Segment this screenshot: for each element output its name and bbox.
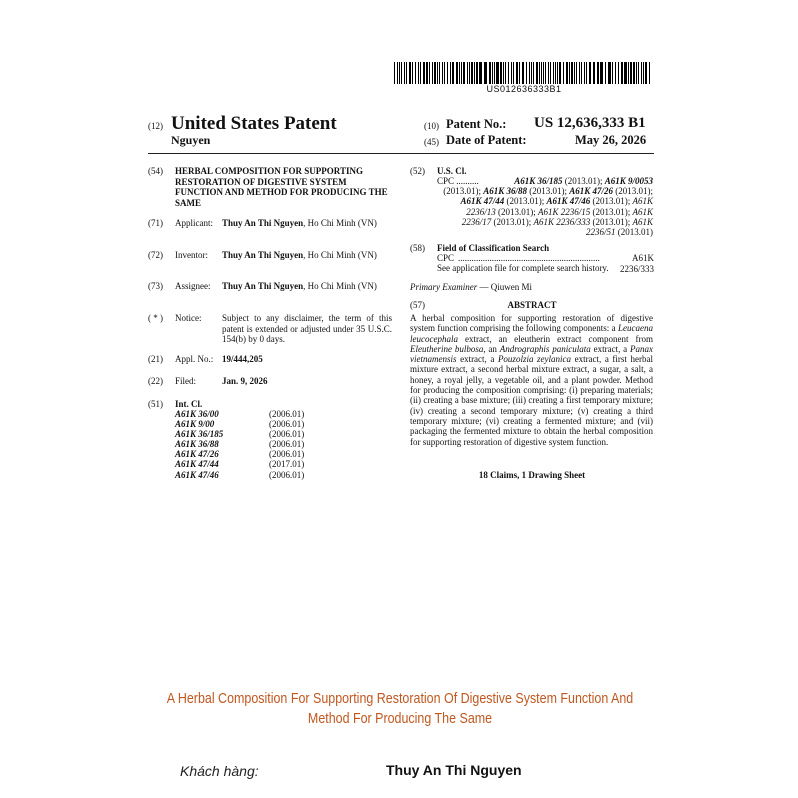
header-divider	[148, 153, 654, 154]
inventor-location: , Ho Chi Minh (VN)	[303, 250, 377, 260]
barcode-bar	[394, 62, 395, 84]
int-cl-version: (2006.01)	[269, 469, 305, 480]
int-cl-code: A61K 36/00	[175, 409, 219, 419]
barcode-bar	[566, 62, 568, 84]
invention-title: HERBAL COMPOSITION FOR SUPPORTING RESTORATION OF DIGESTIVE SYSTEM FUNCTION AND METHOD FOR PRODUCING THE SAME	[175, 166, 388, 208]
barcode-bar	[569, 62, 570, 84]
barcode-bar	[584, 62, 585, 84]
barcode-bar	[432, 62, 433, 84]
notice-text: Subject to any disclaimer, the term of this patent is extended or adjusted under 35 U.S.C. 154(b) by 0 days.	[222, 313, 392, 344]
barcode-bar	[543, 62, 544, 84]
barcode-bar	[456, 62, 458, 84]
barcode-bar	[621, 62, 623, 84]
int-cl-code: A61K 47/46	[175, 469, 219, 480]
barcode-bar	[605, 62, 606, 84]
cpc-version: (2013.01);	[613, 186, 653, 197]
field-54-code: (54)	[148, 166, 163, 176]
inventor-surname: Nguyen	[171, 133, 211, 147]
cpc-code: A61K 2236/51	[585, 216, 653, 238]
barcode-bar	[628, 62, 629, 84]
barcode-bar	[420, 62, 421, 84]
barcode-bar	[641, 62, 642, 84]
barcode-bar	[645, 62, 647, 84]
cpc-code: A61K 47/26	[569, 186, 613, 197]
notice-label: Notice:	[175, 313, 202, 323]
int-cl-version: (2006.01)	[269, 439, 305, 450]
assignee-location: , Ho Chi Minh (VN)	[303, 281, 377, 291]
barcode-bar	[633, 62, 635, 84]
search-cpc-value: A61K 2236/333	[619, 253, 654, 274]
barcode-bar	[522, 62, 524, 84]
patent-number-label: Patent No.:	[446, 117, 507, 131]
field-73-code: (73)	[148, 281, 163, 291]
inventor-name: Thuy An Thi Nguyen	[222, 250, 304, 260]
int-cl-code: A61K 36/88	[175, 439, 219, 450]
int-cl-row	[175, 409, 304, 419]
barcode-bar	[539, 62, 540, 84]
barcode-bar	[579, 62, 580, 84]
barcode-bar	[608, 62, 611, 84]
barcode-bar	[624, 62, 627, 84]
barcode-bar	[503, 62, 504, 84]
search-cpc-leader: ...............................................................	[458, 253, 600, 263]
barcode-bar	[548, 62, 549, 84]
field-51-code: (51)	[148, 399, 163, 409]
inid-code-10: (10)	[424, 121, 439, 131]
field-58-code: (58)	[410, 243, 425, 253]
barcode-bar	[479, 62, 482, 84]
barcode-bar	[541, 62, 542, 84]
field-of-search-label: Field of Classification Search	[437, 243, 550, 253]
barcode-bar	[399, 62, 400, 84]
int-cl-code: A61K 47/44	[175, 459, 219, 470]
abstract-species-name: Pouzolzia zeylanica	[497, 354, 571, 365]
int-cl-version: (2006.01)	[269, 429, 305, 440]
int-cl-version: (2006.01)	[269, 409, 305, 419]
inventor-value	[222, 250, 397, 261]
filed-label: Filed:	[175, 376, 197, 386]
cpc-code: A61K 2236/15	[537, 206, 591, 217]
abstract-segment: extract, a	[590, 343, 630, 354]
barcode-bar	[638, 62, 639, 84]
barcode-bar	[492, 62, 493, 84]
cpc-code: A61K 36/185	[514, 176, 563, 186]
abstract-segment: , an	[483, 343, 500, 354]
inid-code-12: (12)	[148, 121, 163, 131]
abstract-species-name: Leucaena leucocephala	[410, 323, 653, 344]
barcode-bar	[452, 62, 454, 84]
barcode-bar	[559, 62, 561, 84]
barcode-bar	[597, 62, 599, 84]
barcode-bar	[444, 62, 445, 84]
barcode-bar	[593, 62, 595, 84]
cpc-version: (2013.01);	[443, 186, 484, 197]
cpc-code: A61K 2236/13	[466, 196, 653, 217]
barcode-bar	[531, 62, 532, 84]
barcode-bar	[636, 62, 637, 84]
barcode-bar	[500, 62, 502, 84]
cpc-code: A61K 47/46	[546, 196, 591, 207]
cpc-version: (2013.01);	[590, 196, 633, 207]
cpc-code: A61K 47/44	[460, 196, 505, 207]
abstract-species-name: Andrographis paniculata	[499, 343, 591, 354]
cpc-version: (2013.01);	[526, 186, 570, 197]
abstract-species-name: Panax vietnamensis	[410, 343, 653, 365]
abstract-segment: extract, a first herbal mixture extract, a second herbal mixture extract, a sugar, a salt, a honey, a royal jelly, a vegetable oil, and a plant powder. Method for producing the composition comprising: (i) preparing materials; (ii) creating a base mixture; (iii) creating a first temporary mixture; (iv) creating a second temporary mixture; (v) creating a third temporary mixture; (vi) creating a fermented mixture; and (vii) packaging the fermented mixture to obtain the herbal composition for supporting restoration of digestive system function.	[410, 354, 653, 447]
cpc-version: (2013.01);	[495, 206, 538, 217]
barcode-bar	[474, 62, 475, 84]
claims-summary: 18 Claims, 1 Drawing Sheet	[478, 470, 586, 480]
barcode-bar	[589, 62, 591, 84]
patent-number: US 12,636,333 B1	[534, 115, 646, 131]
int-cl-row	[175, 419, 304, 429]
patent-date: May 26, 2026	[575, 133, 647, 147]
field-57-code: (57)	[410, 300, 425, 310]
int-cl-row	[175, 439, 304, 449]
barcode-bar	[516, 62, 518, 84]
barcode-bar	[489, 62, 491, 84]
cpc-version: (2013.01);	[504, 196, 547, 207]
barcode-bar	[557, 62, 558, 84]
abstract-heading: ABSTRACT	[507, 300, 557, 310]
search-history-note: See application file for complete search history.	[437, 263, 609, 273]
field-72-code: (72)	[148, 250, 163, 260]
barcode-bar	[529, 62, 530, 84]
applicant-label: Applicant:	[175, 218, 213, 228]
abstract-segment: extract, a	[456, 354, 498, 365]
cpc-code: A61K 2236/333	[533, 216, 591, 227]
examiner-role: Primary Examiner	[410, 282, 478, 292]
field-21-code: (21)	[148, 354, 163, 364]
barcode-number: US012636333B1	[486, 84, 562, 94]
barcode-bar	[469, 62, 470, 84]
barcode-bar	[418, 62, 419, 84]
appl-no-label: Appl. No.:	[175, 354, 214, 364]
applicant-value	[222, 218, 397, 229]
assignee-name: Thuy An Thi Nguyen	[222, 281, 304, 291]
field-52-code: (52)	[410, 166, 425, 176]
examiner-line	[410, 282, 532, 293]
barcode-bar	[461, 62, 462, 84]
client-label: Khách hàng:	[180, 763, 259, 779]
int-cl-row	[175, 470, 304, 480]
inid-code-45: (45)	[424, 137, 439, 147]
barcode-bar	[571, 62, 573, 84]
barcode-bar	[649, 62, 650, 84]
barcode-bar	[553, 62, 554, 84]
barcode-bar	[505, 62, 506, 84]
barcode-bar	[555, 62, 556, 84]
barcode-bar	[467, 62, 468, 84]
barcode-graphic	[394, 62, 654, 84]
barcode-bar	[426, 62, 428, 84]
int-cl-row	[175, 429, 304, 439]
barcode-bar	[471, 62, 473, 84]
barcode-bar	[511, 62, 512, 84]
barcode-bar	[423, 62, 425, 84]
barcode-bar	[442, 62, 443, 84]
inventor-label: Inventor:	[175, 250, 208, 260]
barcode-bar	[533, 62, 534, 84]
assignee-value	[222, 281, 397, 292]
barcode-bar	[643, 62, 644, 84]
applicant-location: , Ho Chi Minh (VN)	[303, 218, 377, 228]
assignee-label: Assignee:	[175, 281, 211, 291]
search-cpc-label: CPC	[437, 253, 455, 263]
int-cl-table	[175, 409, 304, 480]
abstract-text	[410, 313, 653, 447]
barcode-bar	[563, 62, 564, 84]
int-cl-code: A61K 36/185	[175, 429, 224, 440]
barcode-bar	[447, 62, 448, 84]
patent-caption: A Herbal Composition For Supporting Restoration Of Digestive System Function And Method For Producing The Same	[166, 691, 634, 727]
barcode-bar	[434, 62, 436, 84]
int-cl-version: (2006.01)	[269, 419, 305, 430]
applicant-name: Thuy An Thi Nguyen	[222, 218, 304, 228]
us-cl-cpc-list	[437, 176, 653, 237]
barcode-bar	[494, 62, 495, 84]
barcode-bar	[618, 62, 619, 84]
cpc-code: A61K 36/88	[483, 186, 527, 197]
barcode-bar	[401, 62, 402, 84]
examiner-name: Qiuwen Mi	[490, 282, 532, 292]
barcode-bar	[484, 62, 487, 84]
field-22-code: (22)	[148, 376, 163, 386]
abstract-species-name: Eleutherine bulbosa	[410, 343, 484, 354]
abstract-segment: A herbal composition for supporting restoration of digestive system function comprising the following components: a	[410, 313, 653, 334]
int-cl-code: A61K 9/00	[175, 419, 215, 430]
barcode-bar	[397, 62, 398, 84]
int-cl-version: (2006.01)	[269, 449, 305, 460]
barcode-bar	[630, 62, 632, 84]
int-cl-version: (2017.01)	[269, 459, 305, 470]
barcode-bar	[519, 62, 520, 84]
barcode-bar	[536, 62, 538, 84]
cpc-lead: CPC ..........	[437, 176, 479, 186]
notice-code: ( * )	[148, 313, 163, 323]
barcode-bar	[545, 62, 546, 84]
barcode-bar	[429, 62, 430, 84]
filed-value: Jan. 9, 2026	[222, 376, 268, 386]
barcode-bar	[600, 62, 603, 84]
barcode-bar	[406, 62, 407, 84]
barcode-bar	[437, 62, 438, 84]
barcode-bar	[586, 62, 587, 84]
barcode-bar	[463, 62, 465, 84]
cpc-version: (2013.01);	[590, 216, 633, 227]
barcode-bar	[550, 62, 551, 84]
client-name: Thuy An Thi Nguyen	[386, 762, 522, 778]
barcode-bar	[496, 62, 499, 84]
barcode-bar	[476, 62, 478, 84]
appl-no-value: 19/444,205	[222, 354, 263, 364]
barcode-bar	[415, 62, 416, 84]
barcode-bar	[581, 62, 582, 84]
cpc-version: (2013.01);	[590, 206, 633, 217]
cpc-version: (2013.01);	[491, 216, 534, 227]
examiner-sep: —	[477, 282, 491, 292]
int-cl-row	[175, 459, 304, 469]
cpc-code: A61K 9/0053	[604, 176, 653, 186]
cpc-version: (2013.01);	[562, 176, 605, 186]
barcode-bar	[409, 62, 411, 84]
barcode-bar	[450, 62, 451, 84]
patent-date-label: Date of Patent:	[446, 133, 527, 147]
barcode-bar	[404, 62, 405, 84]
barcode-bar	[513, 62, 514, 84]
barcode-bar	[412, 62, 413, 84]
barcode-bar	[612, 62, 613, 84]
barcode-bar	[508, 62, 509, 84]
field-71-code: (71)	[148, 218, 163, 228]
abstract-segment: extract, an eleutherin extract component from	[457, 333, 653, 344]
us-cl-label: U.S. Cl.	[437, 166, 467, 176]
barcode-bar	[439, 62, 440, 84]
barcode-bar	[574, 62, 575, 84]
int-cl-row	[175, 449, 304, 459]
cpc-version: (2013.01)	[615, 227, 653, 238]
barcode-bar	[526, 62, 527, 84]
barcode-bar	[615, 62, 616, 84]
document-title: United States Patent	[171, 113, 337, 134]
int-cl-label: Int. Cl.	[175, 399, 203, 409]
cpc-code: A61K 2236/17	[461, 206, 653, 227]
int-cl-code: A61K 47/26	[175, 449, 219, 460]
barcode-bar	[459, 62, 460, 84]
barcode-bar	[576, 62, 577, 84]
